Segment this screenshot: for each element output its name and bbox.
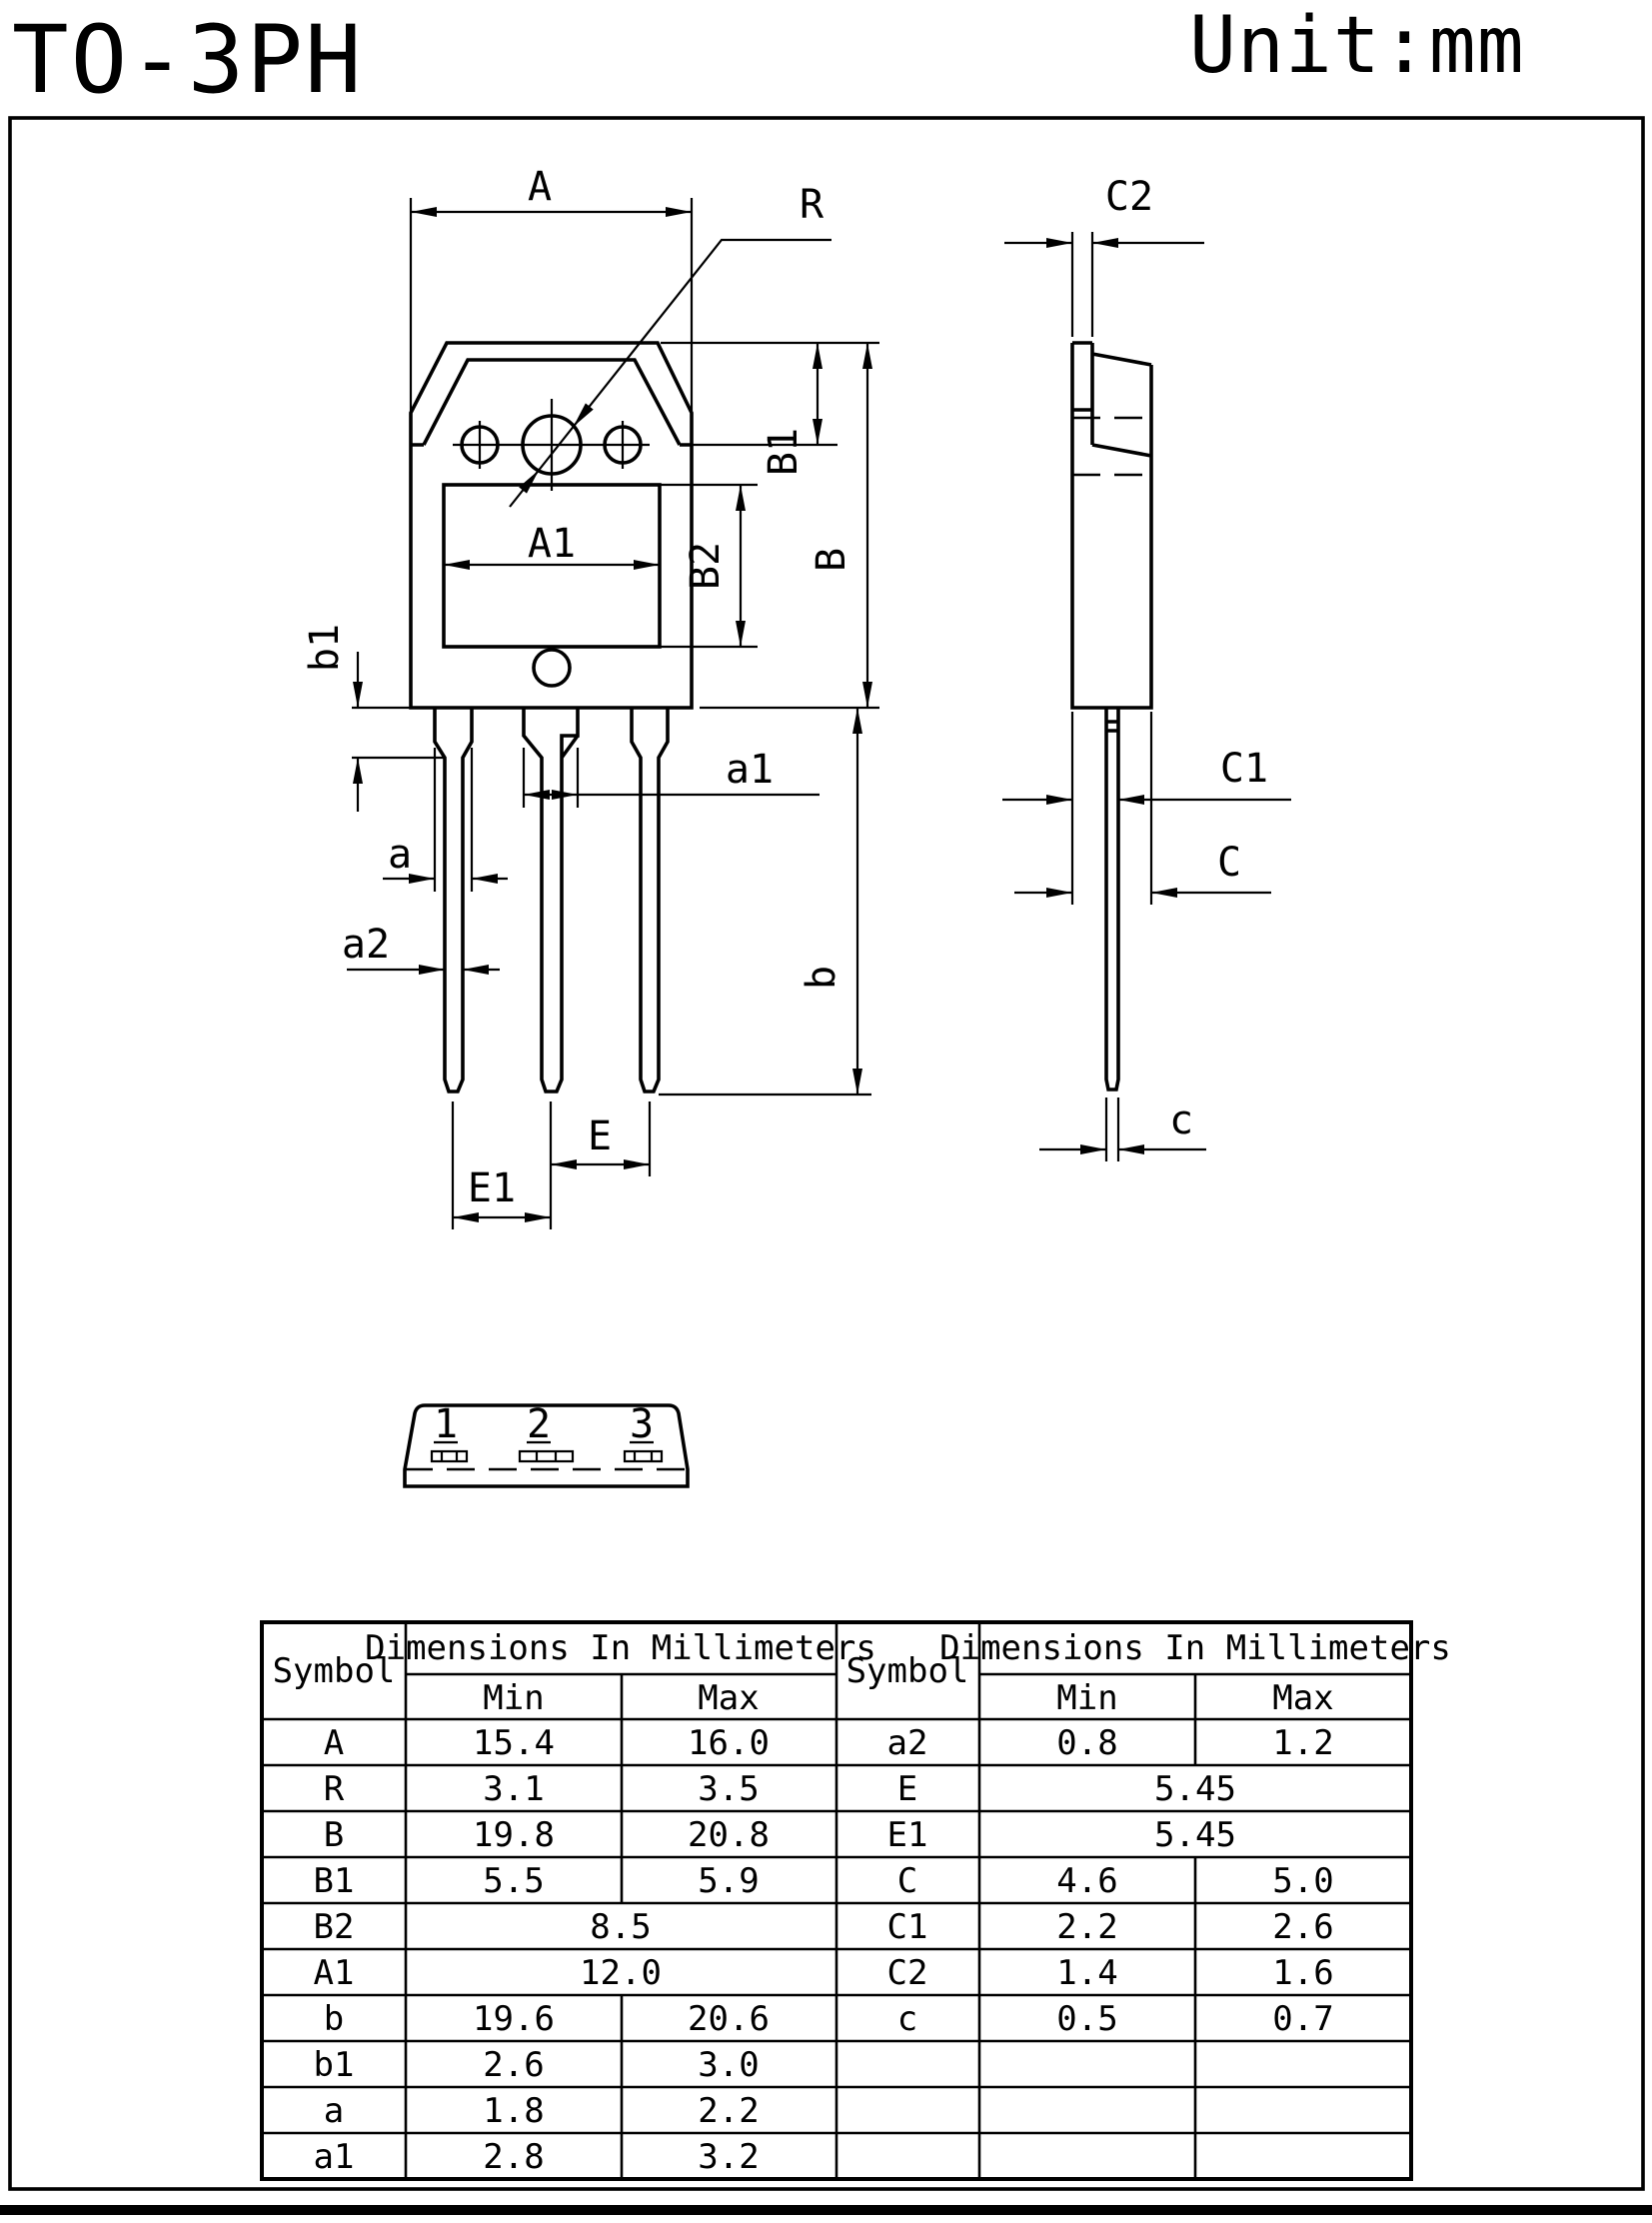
- dim-label-C2: C2: [1104, 174, 1154, 220]
- dim-label-B2: B2: [683, 541, 729, 591]
- cell-min: 2.6: [483, 2045, 545, 2085]
- table-row: [324, 1769, 760, 1809]
- cell-value-span: 5.45: [1154, 1815, 1236, 1855]
- dim-label-A: A: [527, 164, 553, 210]
- cell-max: 3.2: [698, 2137, 760, 2177]
- pin-number-1: 1: [433, 1401, 459, 1447]
- cell-max: 20.8: [688, 1815, 770, 1855]
- pin-number-3: 3: [629, 1401, 655, 1447]
- table-row: [314, 1953, 662, 1993]
- cell-symbol: C1: [886, 1907, 928, 1947]
- bottom-view: [405, 1401, 688, 1486]
- table-header-symbol-left: Symbol: [272, 1651, 396, 1691]
- pin-number-2: 2: [526, 1401, 552, 1447]
- cell-min: 19.6: [473, 1999, 555, 2039]
- dim-label-b: b: [799, 965, 844, 991]
- dim-label-a2: a2: [341, 922, 391, 968]
- cell-symbol: B: [323, 1815, 345, 1855]
- cell-max: 2.6: [1272, 1907, 1334, 1947]
- cell-max: 5.0: [1272, 1861, 1334, 1901]
- cell-max: 20.6: [688, 1999, 770, 2039]
- cell-max: 1.2: [1272, 1723, 1334, 1763]
- cell-value-span: 5.45: [1154, 1769, 1236, 1809]
- cell-value-span: 8.5: [590, 1907, 652, 1947]
- cell-min: 3.1: [483, 1769, 545, 1809]
- cell-symbol: E: [896, 1769, 918, 1809]
- drawing-border: [10, 118, 1643, 2189]
- table-grid-lines: [262, 1622, 1411, 2179]
- cell-symbol: C2: [886, 1953, 928, 1993]
- bottom-pin-pads: [432, 1451, 662, 1461]
- pin-pad-2: [520, 1451, 573, 1461]
- cell-symbol: C: [896, 1861, 918, 1901]
- table-row: [897, 1999, 1334, 2039]
- unit-label: Unit:mm: [1189, 1, 1525, 91]
- dim-label-R: R: [799, 182, 825, 228]
- dim-label-a1: a1: [725, 747, 775, 793]
- cell-max: 5.9: [698, 1861, 760, 1901]
- cell-max: 2.2: [698, 2091, 760, 2131]
- dim-label-C1: C1: [1219, 746, 1269, 792]
- cell-symbol: c: [896, 1999, 918, 2039]
- table-header-dims-right: Dimensions In Millimeters: [939, 1628, 1451, 1668]
- table-row: [324, 1999, 770, 2039]
- side-view: [1002, 174, 1291, 1161]
- cell-max: 1.6: [1272, 1953, 1334, 1993]
- table-row: [324, 1815, 770, 1855]
- cell-min: 2.8: [483, 2137, 545, 2177]
- front-holes: [453, 399, 650, 491]
- cell-min: 0.5: [1056, 1999, 1118, 2039]
- cell-symbol: b1: [313, 2045, 355, 2085]
- table-header-max-left: Max: [698, 1678, 760, 1718]
- cell-min: 1.4: [1056, 1953, 1118, 1993]
- side-dashed-lines: [1072, 418, 1151, 475]
- table-row: [897, 1861, 1334, 1901]
- side-dimension-lines: [1002, 232, 1291, 1161]
- table-row: [887, 1953, 1334, 1993]
- dim-label-E: E: [587, 1113, 613, 1159]
- pin-pad-dividers: [442, 1451, 652, 1461]
- table-row: [887, 1723, 1334, 1763]
- pin-pad-1: [432, 1451, 467, 1461]
- cell-min: 19.8: [473, 1815, 555, 1855]
- cell-symbol: R: [323, 1769, 345, 1809]
- table-row: [324, 1723, 770, 1763]
- side-arrowheads: [1046, 238, 1177, 1154]
- table-row: [314, 1861, 760, 1901]
- table-row: [314, 2045, 760, 2085]
- dim-label-C: C: [1216, 840, 1242, 886]
- cell-min: 5.5: [483, 1861, 545, 1901]
- cell-max: 16.0: [688, 1723, 770, 1763]
- cell-symbol: b: [323, 1999, 345, 2039]
- cell-symbol: A: [323, 1723, 345, 1763]
- table-header-min-right: Min: [1056, 1678, 1118, 1718]
- cell-symbol: a: [323, 2091, 345, 2131]
- front-view: [302, 164, 879, 1229]
- side-leg: [1106, 708, 1118, 1090]
- dim-label-c: c: [1168, 1098, 1194, 1143]
- table-row: [897, 1769, 1236, 1809]
- table-row: [887, 1907, 1334, 1947]
- cell-max: 3.0: [698, 2045, 760, 2085]
- cell-symbol: A1: [313, 1953, 355, 1993]
- front-dimension-lines: [347, 198, 879, 1229]
- table-header-symbol-right: Symbol: [845, 1651, 969, 1691]
- cell-value-span: 12.0: [580, 1953, 662, 1993]
- table-row: [324, 2091, 760, 2131]
- front-small-hole: [534, 650, 570, 686]
- side-body-outline: [1072, 343, 1151, 708]
- dim-label-b1: b1: [302, 623, 348, 673]
- cell-min: 4.6: [1056, 1861, 1118, 1901]
- table-header-dims-left: Dimensions In Millimeters: [365, 1628, 876, 1668]
- cell-symbol: B1: [313, 1861, 355, 1901]
- cell-min: 1.8: [483, 2091, 545, 2131]
- dim-label-A1: A1: [527, 521, 577, 567]
- cell-min: 0.8: [1056, 1723, 1118, 1763]
- cell-symbol: a1: [313, 2137, 355, 2177]
- cell-symbol: E1: [886, 1815, 928, 1855]
- table-row: [887, 1815, 1236, 1855]
- table-header-max-right: Max: [1272, 1678, 1334, 1718]
- cell-max: 0.7: [1272, 1999, 1334, 2039]
- table-row: [314, 2137, 760, 2177]
- dim-label-B: B: [809, 547, 854, 573]
- cell-symbol: a2: [886, 1723, 928, 1763]
- table-header-min-left: Min: [483, 1678, 545, 1718]
- cell-min: 15.4: [473, 1723, 555, 1763]
- dimensions-table: [262, 1622, 1451, 2179]
- cell-symbol: B2: [313, 1907, 355, 1947]
- pin-pad-3: [625, 1451, 662, 1461]
- cell-min: 2.2: [1056, 1907, 1118, 1947]
- dim-label-a: a: [387, 832, 413, 878]
- cell-max: 3.5: [698, 1769, 760, 1809]
- page-bottom-bar: [0, 2205, 1652, 2215]
- dim-label-E1: E1: [467, 1165, 517, 1211]
- table-row: [314, 1907, 652, 1947]
- dim-label-B1: B1: [761, 427, 807, 477]
- package-title: TO-3PH: [12, 6, 364, 115]
- front-legs: [435, 708, 668, 1092]
